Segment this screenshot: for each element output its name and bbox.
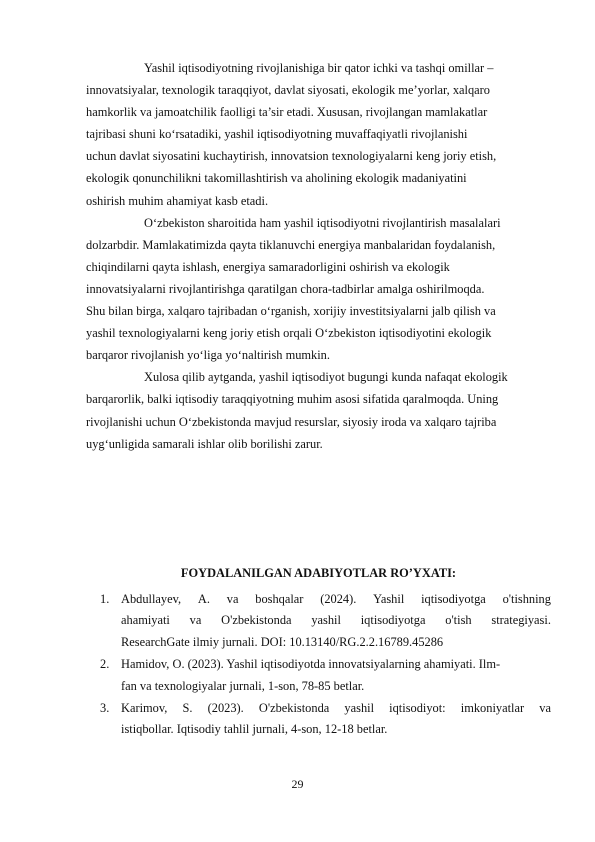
word: imkoniyatlar (460, 701, 525, 716)
word: O'zbekistonda (258, 701, 330, 716)
text-line: barqarorlik, balki iqtisodiy taraqqiyotning muhim asosi sifatida qaralmoqda. Uning (86, 392, 499, 407)
reference-item (86, 589, 551, 653)
reference-number: 3. (100, 701, 110, 716)
word: o'tish (445, 613, 472, 628)
paragraph-1 (86, 57, 551, 212)
text-line: chiqindilarni qayta ishlash, energiya samaradorligini oshirish va ekologik (86, 259, 450, 274)
reference-item (86, 654, 551, 697)
word: Karimov, (121, 701, 168, 716)
paragraph-3 (86, 366, 551, 454)
text-line: innovatsiyalarni rivojlantirishga qaratilgan chora-tadbirlar amalga oshirilmoqda. (86, 281, 485, 296)
text-line: hamkorlik va jamoatchilik faolligi ta’sir etadi. Xususan, rivojlangan mamlakatlar (86, 105, 488, 120)
word: A. (197, 592, 210, 606)
text-line: Shu bilan birga, xalqaro tajribadan o‘rganish, xorijiy investitsiyalarni jalb qilish va (86, 304, 496, 319)
word: ahamiyati (121, 613, 170, 628)
references-title: FOYDALANILGAN ADABIYOTLAR RO’YXATI: (180, 566, 457, 580)
reference-line (121, 698, 551, 719)
reference-line: Hamidov, O. (2023). Yashil iqtisodiyotda innovatsiyalarning ahamiyati. Ilm- (121, 657, 501, 672)
text-line: tajribasi shuni ko‘rsatadiki, yashil iqtisodiyotning muvaffaqiyatli rivojlanishi (86, 127, 468, 142)
text-line: O‘zbekiston sharoitida ham yashil iqtisodiyotni rivojlantirish masalalari (144, 215, 501, 230)
text-line: ekologik qonunchilikni takomillashtirish va aholining ekologik madaniyatini (86, 171, 467, 186)
references-section (86, 563, 551, 742)
reference-number: 2. (100, 657, 110, 672)
word: (2024). (320, 592, 357, 606)
text-line: innovatsiyalar, texnologik taraqqiyot, davlat siyosati, ekologik me’yorlar, xalqaro (86, 83, 491, 98)
text-line: Xulosa qilib aytganda, yashil iqtisodiyot bugungi kunda nafaqat ekologik (144, 370, 508, 385)
word: yashil (311, 613, 341, 628)
text-line: rivojlanishi uchun O‘zbekistonda mavjud resurslar, siyosiy iroda va xalqaro tajriba (86, 414, 497, 429)
word: va (226, 592, 239, 606)
word: S. (182, 701, 193, 716)
references-list (86, 589, 551, 741)
word: O'zbekistonda (221, 613, 292, 628)
paragraph-2 (86, 212, 551, 367)
reference-line: fan va texnologiyalar jurnali, 1-son, 78-85 betlar. (121, 678, 365, 693)
word: Abdullayev, (121, 592, 182, 606)
text-line: yashil texnologiyalarni keng joriy etish orqali O‘zbekiston iqtisodiyotini ekologik (86, 326, 492, 341)
word: strategiyasi. (491, 613, 551, 628)
reference-line (121, 610, 551, 631)
page-number: 29 (291, 777, 304, 791)
word: (2023). (207, 701, 244, 716)
word: va (539, 701, 551, 716)
word: iqtisodiyotga (421, 592, 486, 606)
word: Yashil (373, 592, 405, 606)
reference-line: ResearchGate ilmiy jurnali. DOI: 10.13140/RG.2.2.16789.45286 (121, 634, 444, 649)
word: yashil (344, 701, 375, 716)
word: o'tishning (502, 592, 551, 606)
word: va (189, 613, 202, 628)
text-line: dolzarbdir. Mamlakatimizda qayta tiklanuvchi energiya manbalaridan foydalanish, (86, 237, 496, 252)
text-line: barqaror rivojlanish yo‘liga yo‘naltirish mumkin. (86, 348, 330, 363)
body-text (86, 57, 551, 455)
text-line: oshirish muhim ahamiyat kasb etadi. (86, 193, 269, 208)
text-line: Yashil iqtisodiyotning rivojlanishiga bir qator ichki va tashqi omillar – (144, 61, 494, 75)
word: boshqalar (255, 592, 304, 606)
reference-item (86, 698, 551, 741)
text-line: uyg‘unligida samarali ishlar olib borilishi zarur. (86, 436, 323, 451)
reference-line (121, 589, 551, 610)
reference-line: istiqbollar. Iqtisodiy tahlil jurnali, 4-son, 12-18 betlar. (121, 722, 388, 737)
word: iqtisodiyot: (389, 701, 446, 716)
word: iqtisodiyotga (360, 613, 426, 628)
reference-number: 1. (100, 592, 110, 606)
text-line: uchun davlat siyosatini kuchaytirish, innovatsion texnologiyalarni keng joriy etish, (86, 149, 497, 164)
